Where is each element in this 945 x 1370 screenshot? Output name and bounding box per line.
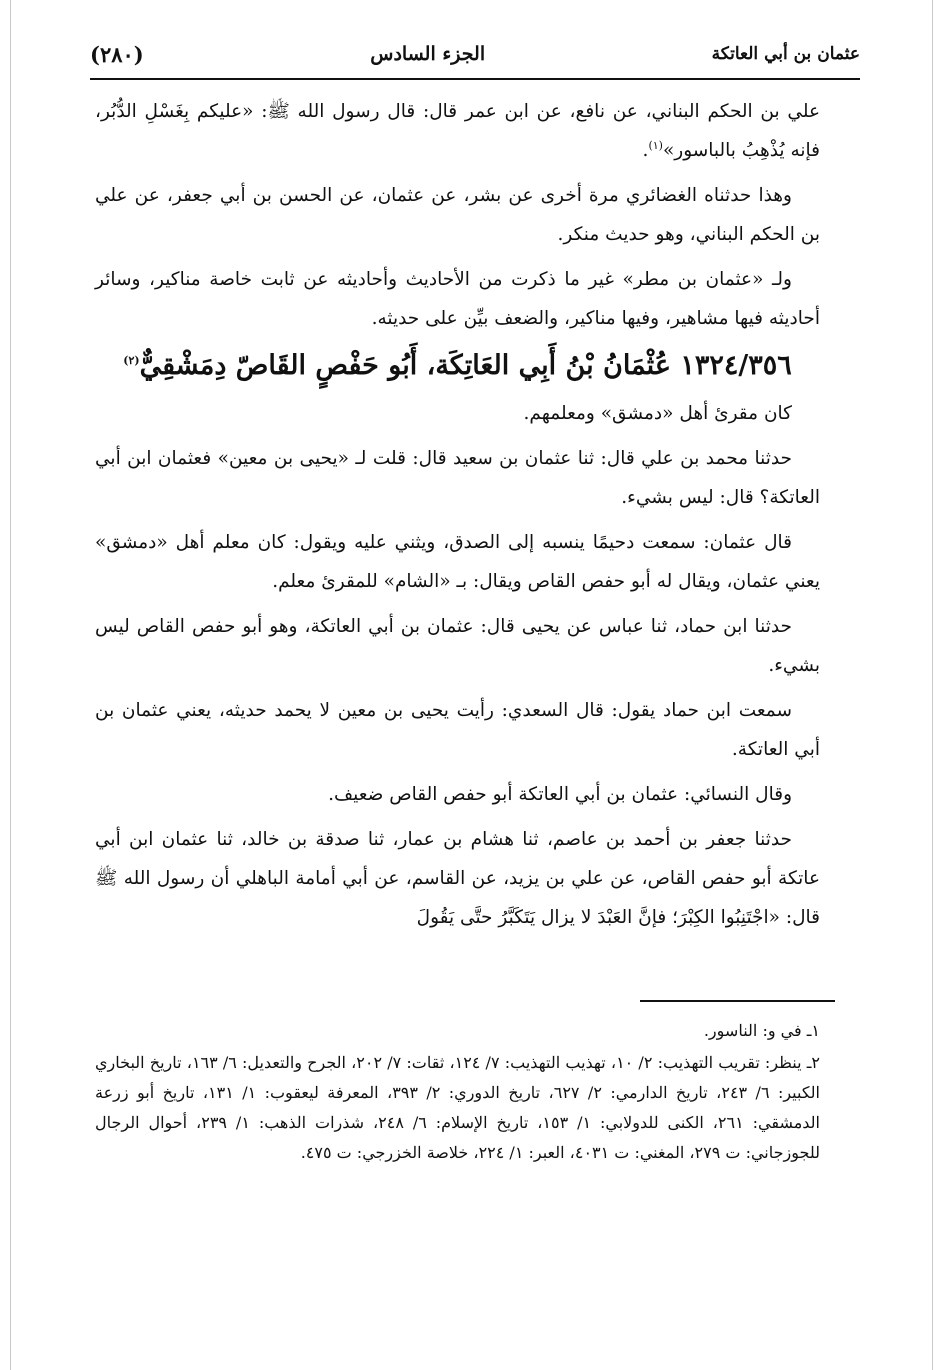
running-title: عثمان بن أبي العاتكة (711, 44, 860, 64)
paragraph: قال عثمان: سمعت دحيمًا ينسبه إلى الصدق، ويثني عليه ويقول: كان معلم أهل «دمشق» يعني عثمان، ويقال له أبو حفص القاص ويقال: بـ «الشام» للمقرئ معلم. (95, 532, 820, 592)
paragraph: علي بن الحكم البناني، عن نافع، عن ابن عمر قال: قال رسول الله ﷺ: «عليكم بِغَسْلِ الدُّبُر، فإنه يُذْهِبُ بالباسور»$^{(١)}$. (95, 101, 820, 161)
page-edge-line (932, 0, 933, 1370)
running-header (90, 30, 860, 80)
footnote: ١ـ في و: الناسور. (703, 1021, 820, 1040)
paragraph: ولـ «عثمان بن مطر» غير ما ذكرت من الأحاديث وأحاديثه عن ثابت خاصة مناكير، وسائر أحاديثه فيها مشاهير، وفيها مناكير، والضعف بيِّن على حديثه. (95, 269, 820, 329)
paragraph: حدثنا محمد بن علي قال: ثنا عثمان بن سعيد قال: قلت لـ «يحيى بن معين» فعثمان ابن أبي العاتكة؟ قال: ليس بشيء. (95, 448, 820, 508)
footnote: ٢ـ ينظر: تقريب التهذيب: ٢/ ١٠، تهذيب التهذيب: ٧/ ١٢٤، ثقات: ٧/ ٢٠٢، الجرح والتعديل: ٦/ ١٦٣، تاريخ البخاري الكبير: ٦/ ٢٤٣، تاريخ الدارمي: ٢/ ٦٢٧، تاريخ الدوري: ٢/ ٣٩٣، المعرفة ليعقوب: ١/ ١٣١، تاريخ أبو زرعة الدمشقي: ٢٦١، الكنى للدولابي: ١/ ١٥٣، تاريخ الإسلام: ٦/ ٢٤٨، شذرات الذهب: ١/ ٢٣٩، أحوال الرجال للجوزجاني: ت ٢٧٩، المغني: ت ٤٠٣١، العبر: ١/ ٢٢٤، خلاصة الخزرجي: ت ٤٧٥. (95, 1053, 821, 1162)
paragraph: حدثنا جعفر بن أحمد بن عاصم، ثنا هشام بن عمار، ثنا صدقة بن خالد، ثنا عثمان ابن أبي عاتكة أبو حفص القاص، عن علي بن يزيد، عن القاسم، عن أبي أمامة الباهلي أن رسول الله ﷺ قال: «اجْتَنِبُوا الكِبْرَ؛ فإنَّ العَبْدَ لا يزال يَتَكَبَّرُ حتَّى يَقُولَ (95, 829, 820, 928)
footnote-ref: (٢) (123, 354, 140, 367)
paragraph: كان مقرئ أهل «دمشق» ومعلمهم. (523, 403, 792, 424)
paragraph: وقال النسائي: عثمان بن أبي العاتكة أبو حفص القاص ضعيف. (328, 784, 792, 805)
page-number: (٢٨٠) (90, 41, 144, 67)
volume-label: الجزء السادس (370, 43, 486, 65)
paragraph: وهذا حدثناه الغضائري مرة أخرى عن بشر، عن عثمان، عن الحسن بن أبي جعفر، عن علي بن الحكم البناني، وهو حديث منكر. (95, 185, 820, 245)
footnote-ref: (١) (648, 138, 663, 152)
paragraph: حدثنا ابن حماد، ثنا عباس عن يحيى قال: عثمان بن أبي العاتكة، وهو أبو حفص القاص ليس بشيء. (95, 616, 820, 676)
footnotes (95, 1016, 820, 1170)
footnote-divider (640, 1000, 835, 1002)
paragraph: سمعت ابن حماد يقول: قال السعدي: رأيت يحيى بن معين لا يحمد حديثه، يعني عثمان بن أبي العاتكة. (95, 700, 820, 760)
entry-heading: ١٣٢٤/٣٥٦ عُثْمَانُ بْنُ أَبِي العَاتِكَة، أَبُو حَفْصٍ القَاصّ دِمَشْقِيٌّ$^{(٢)}$ (123, 350, 792, 381)
page-edge-line (10, 0, 11, 1370)
main-text (95, 92, 820, 943)
